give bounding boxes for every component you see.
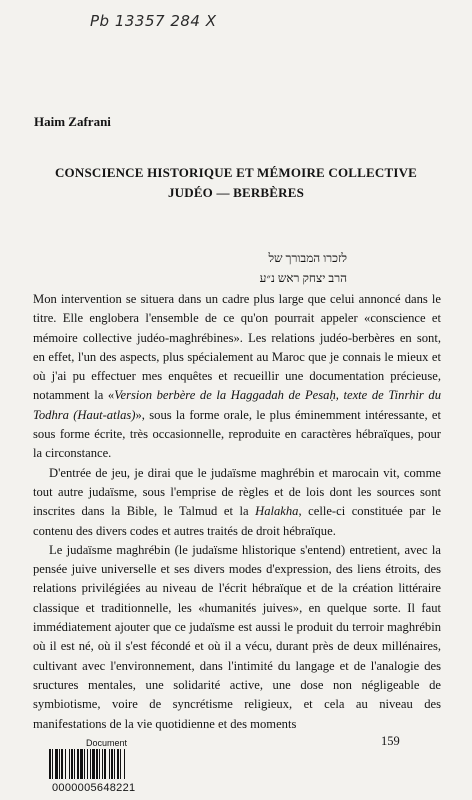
paragraph-1-text-b: », sous la forme orale, le plus éminemment intéressante, et sous forme écrite, très occasionnelle, reproduite en caractères hébraïques, pour la circonstance. (33, 407, 441, 461)
paragraph-3: Le judaïsme maghrébin (le judaïsme hlistorique s'entend) entretient, avec la pensée juive universelle et ses divers modes d'expression, des liens étroits, des relations privilégiées au niveau de l'écrit hébraïque et de la création littéraire classique et traditionnelle, les «humanités juives», en quelque sorte. Il faut immédiatement ajouter que ce judaïsme est aussi le produit du terroir maghrébin où il est né, où il s'est fécondé et où il a vécu, durant près de deux millénaires, cultivant avec l'environnement, dans l'intimité du langage et de l'analogie des sructures mentales, une solidarité active, une dose non négligeable de symbiotisme, voire de syncrétisme religieux, et cela au niveau des manifestations de la vie quotidienne et des moments (33, 542, 441, 731)
barcode-number: 0000005648221 (52, 782, 136, 794)
dedication-line-1: לזכרו המבורך של (268, 251, 347, 265)
author-name: Haim Zafrani (34, 114, 111, 129)
article-title (0, 163, 472, 203)
paragraph-1 (33, 290, 441, 464)
barcode-label: Document (86, 738, 128, 748)
hebrew-dedication (260, 248, 347, 288)
paragraph-1-text-a: Mon intervention se situera dans un cadre plus large que celui annoncé dans le titre. Elle englobera l'ensemble de ce qu'on pourrait appeler «conscience et mémoire collective judéo-maghrébines». Les relations judéo-berbères en sont, en effet, l'un des aspects, plus spécialement au Maroc que je connais le mieux et où j'ai pu effectuer mes enquêtes et recueillir une documentation précieuse, notamment la « (33, 292, 441, 403)
paragraph-2-text-a: D'entrée de jeu, je dirai que le judaïsme maghrébin et marocain vit, comme tout autre judaïsme, sous l'emprise de règles et de lois dont les sources sont inscrites dans la Bible, le Talmud et la (33, 465, 441, 519)
paragraph-2-text-b: , celle-ci constituée par le contenu des divers codes et autres traités de droit hébraïque. (33, 504, 441, 538)
page-number: 159 (381, 734, 400, 748)
title-line-1: CONSCIENCE HISTORIQUE ET MÉMOIRE COLLECTIVE (54, 165, 418, 180)
title-line-2: JUDÉO — BERBÈRES (167, 185, 305, 200)
paragraph-1-italic-title: Version berbère de la Haggadah de Pesaḥ, texte de Tinrhir du Todhra (Haut-atlas) (33, 388, 442, 422)
dedication-line-2: הרב יצחק ראש נ״ע (259, 271, 347, 285)
article-body (33, 290, 441, 734)
paragraph-2 (33, 464, 441, 541)
barcode-icon (48, 749, 166, 779)
library-barcode (48, 738, 166, 798)
paragraph-2-italic-term: Halakha (255, 504, 299, 519)
shelfmark: Pb 13357 284 X (90, 12, 217, 30)
